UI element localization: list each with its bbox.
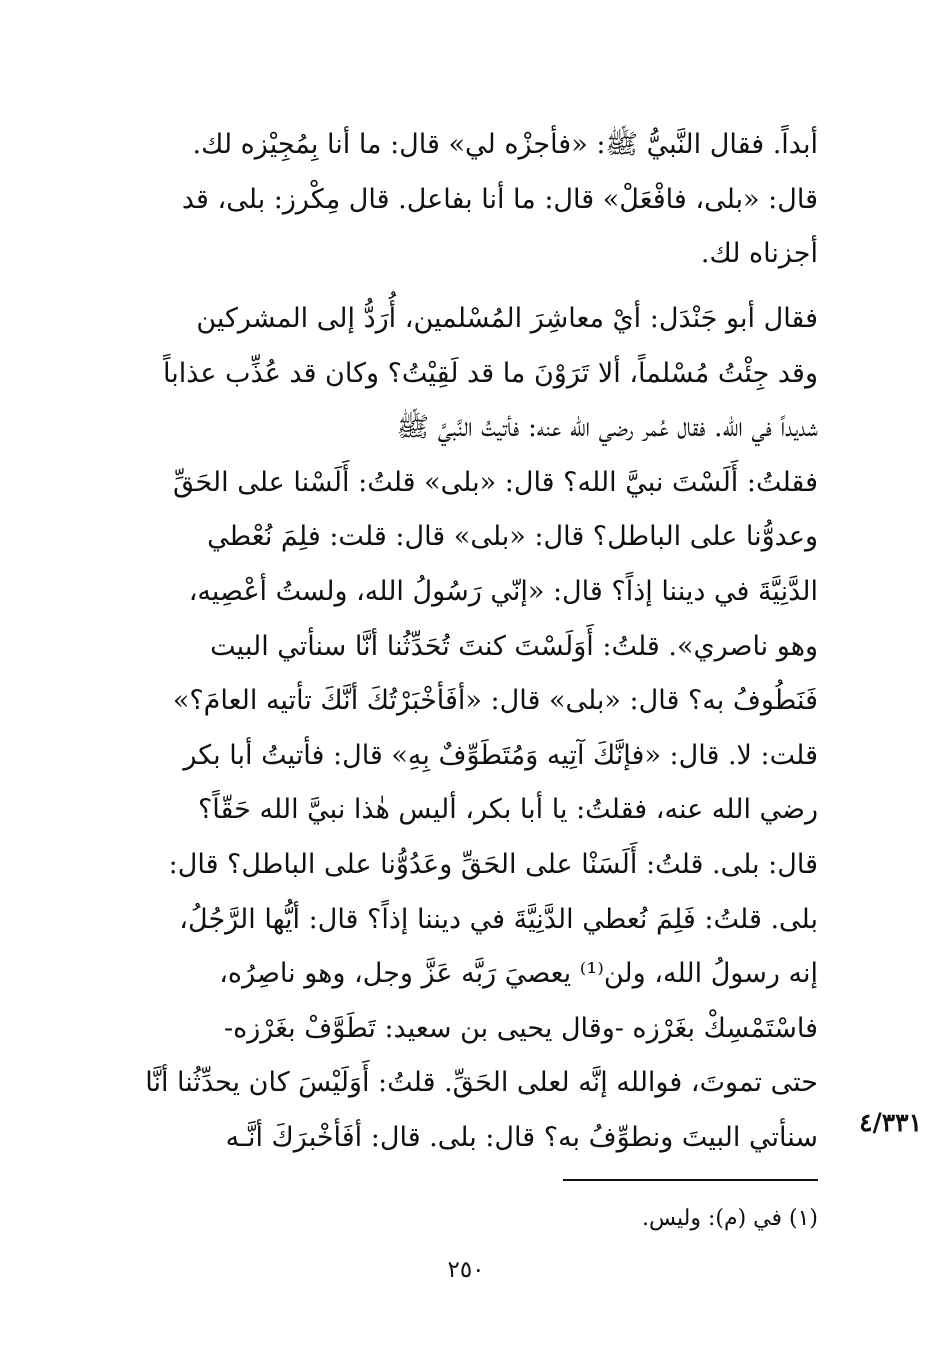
text-line: سنأتي البيتَ ونطوِّفُ به؟ قال: بلى. قال: أفَأخْبرَكَ أنَّـه [225, 1121, 818, 1153]
text-line: شديداً في الله. فقال عُمر رضي الله عنه: فأتيتُ النَّبيَّ ﷺ [396, 412, 818, 444]
footnote: (١) في (م): وليس. [641, 1206, 818, 1231]
margin-reference: ٤/٣٣١ [859, 1108, 922, 1137]
text-line: قال: «بلى، فافْعَلْ» قال: ما أنا بفاعل. قال مِكْرز: بلى، قد [181, 183, 818, 215]
text-line: إنه رسولُ الله، ولن⁽¹⁾ يعصيَ رَبَّه عَزَّ وجل، وهو ناصِرُه، [219, 958, 818, 990]
text-line: الدَّنِيَّةَ في ديننا إذاً؟ قال: «إنّي رَسُولُ الله، ولستُ أعْصِيه، [188, 575, 818, 607]
text-line: فَنَطُوفُ به؟ قال: «بلى» قال: «أفَأخْبَرْتُكَ أنَّكَ تأتيه العامَ؟» [172, 685, 818, 717]
paragraph-1 [118, 118, 818, 282]
page-number: ٢٥٠ [447, 1257, 485, 1283]
text-line: وهو ناصري». قلتُ: أَوَلَسْتَ كنتَ تُحَدِّثُنا أنَّا سنأتي البيت [210, 630, 818, 662]
text-line: بلى. قلتُ: فَلِمَ نُعطي الدَّنِيَّةَ في ديننا إذاً؟ قال: أيُّها الرَّجُلُ، [179, 903, 818, 935]
text-line: حتى تموتَ، فوالله إنَّه لعلى الحَقِّ. قلتُ: أَوَلَيْسَ كان يحدِّثُنا أنَّا [145, 1067, 818, 1099]
text-line: فقال أبو جَنْدَل: أيْ معاشِرَ المُسْلمين، أُرَدُّ إلى المشركين [196, 303, 818, 334]
text-line: وعدوُّنا على الباطل؟ قال: «بلى» قال: قلت: فلِمَ نُعْطي [207, 521, 818, 553]
text-line: قلت: لا. قال: «فإنَّكَ آتِيه وَمُتَطَوِّفٌ بِهِ» قال: فأتيتُ أبا بكر [183, 739, 818, 771]
footnote-divider [563, 1179, 818, 1181]
text-line: وقد جِئْتُ مُسْلماً، ألا تَرَوْنَ ما قد لَقِيْتُ؟ وكان قد عُذِّب عذاباً [163, 357, 818, 389]
paragraph-2 [118, 292, 818, 1166]
text-line: فاسْتَمْسِكْ بغَرْزه -وقال يحيى بن سعيد: تَطَوَّفْ بغَرْزه- [223, 1012, 818, 1044]
text-line: فقلتُ: أَلَسْتَ نبيَّ الله؟ قال: «بلى» قلتُ: أَلَسْنا على الحَقِّ [172, 466, 818, 498]
text-line: قال: بلى. قلتُ: أَلَسَنْا على الحَقِّ وعَدُوُّنا على الباطل؟ قال: [168, 848, 818, 880]
text-line: أبداً. فقال النَّبيُّ ﷺ: «فأجزْه لي» قال: ما أنا بِمُجِيْزه لك. [192, 129, 818, 160]
text-line: أجزناه لك. [700, 238, 818, 270]
text-line: رضي الله عنه، فقلتُ: يا أبا بكر، أليس هٰذا نبيَّ الله حَقّاً؟ [197, 794, 818, 826]
